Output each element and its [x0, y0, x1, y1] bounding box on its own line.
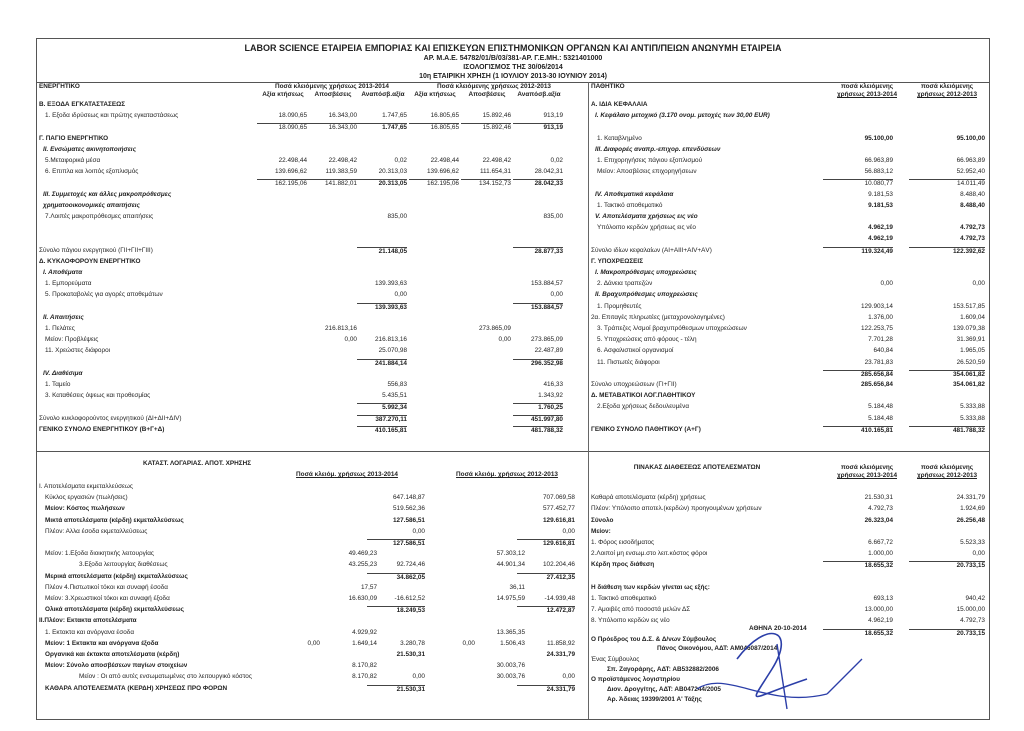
- pl-row-value: 43.255,23: [348, 561, 377, 569]
- distribution-value-2014: 4.792,73: [868, 505, 893, 513]
- asset-row-value: 18.090,65: [278, 112, 307, 120]
- dist-year-2013-b: χρήσεως 2012-2013: [917, 472, 977, 479]
- liability-value-2014: 5.184,48: [868, 403, 893, 411]
- asset-row-label: χρηματοοικονομικές απαιτήσεις: [43, 201, 140, 209]
- distribution-value-2013: 20.733,15: [909, 629, 985, 638]
- distribution-row-label: 2.Λοιποί μη ενσωμ.στο λειτ.κόστος φόροι: [591, 550, 708, 558]
- liability-value-2013: 4.792,73: [960, 235, 985, 243]
- asset-row-value: 15.892,46: [461, 123, 511, 132]
- dist-year-2014-a: ποσά κλειόμενης: [840, 464, 894, 471]
- liability-value-2014: 9.181,53: [868, 190, 893, 198]
- liability-value-2014: 95.100,00: [864, 134, 893, 142]
- liability-value-2013: 31.369,91: [956, 336, 985, 344]
- asset-row-value: 153.884,57: [531, 280, 563, 288]
- pl-row-label: Μείον: 1.Εξοδα διοικητικής λειτουργίας: [45, 550, 154, 558]
- liability-value-2013: 1.965,05: [960, 347, 985, 355]
- liability-row-label: Ι. Κεφάλαιο μετοχικό (3.170 ονομ. μετοχές των 30,00 EUR): [595, 112, 770, 120]
- member-title: Ένας Σύμβουλος: [591, 656, 640, 663]
- liability-value-2013: 354.061,82: [909, 370, 985, 379]
- liability-row-label: 2α. Επιταγές πληρωτέες (μεταχρονολογημένες): [591, 313, 725, 321]
- pl-row-value: 30.003,76: [496, 673, 525, 681]
- liability-value-2014: 0,00: [880, 280, 893, 288]
- asset-row-value: 216.813,16: [325, 325, 357, 332]
- distribution-value-2013: 0,00: [972, 550, 985, 558]
- liability-value-2014: 4.962,19: [868, 224, 893, 232]
- asset-row-value: 28.042,33: [513, 179, 563, 188]
- asset-row-value: 141.882,01: [307, 179, 357, 188]
- asset-row-value: 481.788,32: [513, 426, 563, 435]
- liability-row-label: 1. Καταβλημένο: [597, 134, 642, 142]
- liability-row-label: V. Αποτελέσματα χρήσεως εις νέο: [595, 213, 698, 220]
- asset-row-value: 20.313,03: [378, 168, 407, 176]
- asset-row-value: 0,00: [344, 336, 357, 344]
- liability-value-2014: 23.781,83: [864, 358, 893, 366]
- pl-row-value: 24.331,79: [546, 651, 575, 658]
- asset-row-value: 139.696,62: [427, 168, 459, 176]
- asset-row-value: 416,33: [543, 381, 563, 388]
- asset-row-value: 139.696,62: [275, 168, 307, 176]
- assets-col-header: Αναπόσβ.αξία: [361, 91, 405, 98]
- pl-row-value: 30.003,76: [496, 662, 525, 670]
- pl-row-value: 17,57: [361, 583, 377, 591]
- liability-row-label: 2.Εξοδα χρήσεως δεδουλευμένα: [597, 403, 690, 411]
- liability-value-2013: 153.517,85: [953, 302, 985, 310]
- asset-row-label: IV. Διαθέσιμα: [43, 369, 83, 377]
- chair-title: Ο Πρόεδρος του Δ.Σ. & Δ/νων Σύμβουλος: [591, 636, 717, 643]
- liab-year-2014-a: ποσά κλειόμενης: [840, 83, 894, 90]
- pl-row-value: 647.148,87: [393, 494, 425, 502]
- liability-value-2014: 640,84: [873, 347, 893, 355]
- registry-numbers: ΑΡ. Μ.Α.Ε. 54782/01/Β/03/381-ΑΡ. Γ.Ε.ΜΗ.: 5321401000: [423, 55, 603, 62]
- asset-row-label: Μείον: Προβλέψεις: [45, 336, 99, 344]
- asset-row-value: 273.865,09: [531, 336, 563, 344]
- liability-value-2013: 66.963,89: [956, 157, 985, 164]
- pl-row-value: 519.562,36: [393, 505, 425, 513]
- distribution-value-2014: 693,13: [873, 595, 893, 602]
- asset-row-value: 556,83: [387, 381, 407, 388]
- pl-row-label: 3.Εξοδα λειτουργίας διαθέσεως: [79, 561, 168, 569]
- liability-value-2013: 1.609,04: [960, 313, 985, 321]
- distribution-row-label: Καθαρά αποτελέσματα (κέρδη) χρήσεως: [591, 494, 706, 502]
- distribution-value-2014: 18.655,32: [823, 629, 893, 638]
- liability-row-label: 1. Προμηθευτές: [597, 302, 642, 310]
- asset-row-value: 0,02: [550, 157, 563, 164]
- pl-row-value: 707.069,58: [543, 494, 575, 502]
- asset-row-label: ΙΙ. Απαιτήσεις: [43, 313, 84, 321]
- liability-value-2013: 139.079,38: [953, 325, 985, 332]
- pl-row-label: ΚΑΘΑΡΑ ΑΠΟΤΕΛΕΣΜΑΤΑ (ΚΕΡΔΗ) ΧΡΗΣΕΩΣ ΠΡΟ ΦΟΡΩΝ: [45, 684, 228, 692]
- asset-row-label: 1. Εξοδα ιδρύσεως και πρώτης εγκαταστάσεως: [45, 112, 179, 120]
- pl-row-value: 0,00: [562, 527, 575, 535]
- distribution-value-2013: 24.331,79: [956, 494, 985, 502]
- asset-row-value: 296.352,98: [513, 359, 563, 368]
- assets-col-header: Αξία κτήσεως: [414, 91, 456, 98]
- liability-value-2014: 5.184,48: [868, 414, 893, 422]
- pl-row-label: 1. Εκτακτα και ανόργανα έσοδα: [45, 628, 135, 636]
- asset-row-label: Δ. ΚΥΚΛΟΦΟΡΟΥΝ ΕΝΕΡΓΗΤΙΚΟ: [39, 257, 141, 265]
- liability-value-2014: 4.962,19: [868, 235, 893, 243]
- pl-row-value: 34.862,05: [367, 573, 425, 582]
- pl-row-label: Μικτά αποτελέσματα (κέρδη) εκμεταλλεύσεως: [45, 516, 184, 524]
- distribution-row-label: Σύνολο: [591, 516, 614, 524]
- divider: [37, 451, 989, 452]
- pl-row-value: 49.469,23: [348, 550, 377, 558]
- pl-row-label: Πλέον: Αλλα έσοδα εκμεταλλεύσεως: [45, 527, 148, 535]
- pl-row-value: 57.303,12: [496, 550, 525, 558]
- liabilities-title: ΠΑΘΗΤΙΚΟ: [591, 83, 625, 90]
- distribution-row-label: 8. Υπόλοιπο κερδών εις νέο: [591, 617, 670, 625]
- distribution-title: ΠΙΝΑΚΑΣ ΔΙΑΘΕΣΕΩΣ ΑΠΟΤΕΛΕΣΜΑΤΩΝ: [633, 464, 761, 471]
- asset-row-value: 162.195,06: [257, 179, 307, 188]
- liability-value-2013: 26.520,59: [956, 358, 985, 366]
- liability-row-label: 11. Πιστωτές διάφοροι: [597, 358, 660, 366]
- signature-scribbles: [677, 599, 877, 719]
- asset-row-label: 11. Χρεώστες διάφοροι: [45, 347, 111, 355]
- pl-row-value: 21.530,31: [396, 651, 425, 658]
- liability-value-2013: 354.061,82: [953, 381, 985, 388]
- liability-value-2014: 285.656,84: [861, 381, 893, 388]
- distribution-value-2013: 4.792,73: [960, 617, 985, 625]
- liability-row-label: Γ. ΥΠΟΧΡΕΩΣΕΙΣ: [591, 257, 644, 265]
- pl-row-value: 4.929,92: [352, 628, 377, 636]
- asset-row-value: 451.997,80: [513, 415, 563, 424]
- distribution-row-label: 7. Αμοιβές από ποσοστά μελών ΔΣ: [591, 606, 691, 614]
- pl-row-label: Μείον : Οι από αυτές ενσωματωμένες στο λειτουργικό κόστος: [79, 673, 252, 681]
- asset-row-value: 5.435,51: [382, 392, 407, 400]
- pl-row-value: 0,00: [562, 673, 575, 681]
- liability-value-2014: 56.883,12: [864, 168, 893, 176]
- assets-title: ΕΝΕΡΓΗΤΙΚΟ: [39, 83, 80, 90]
- pl-row-value: 8.170,82: [352, 673, 377, 681]
- assets-col-header: Αποσβέσεις: [468, 91, 506, 98]
- dist-year-2014-b: χρήσεως 2013-2014: [837, 472, 897, 479]
- pl-row-label: Πλέον 4.Πιστωτικοί τόκοι και συναφή έσοδα: [45, 583, 168, 591]
- asset-row-label: Ι. Αποθέματα: [43, 269, 83, 276]
- asset-row-value: 1.760,25: [513, 403, 563, 412]
- pl-row-value: -16.612,52: [394, 595, 425, 602]
- asset-row-label: 1. Ταμείο: [45, 381, 71, 388]
- asset-row-value: 16.343,00: [307, 123, 357, 132]
- liability-row-label: 3. Τράπεζες λ/σμοί βραχυπρόθεσμων υποχρεώσεων: [597, 325, 747, 332]
- liability-value-2013: 52.952,40: [956, 168, 985, 176]
- liability-value-2014: 119.324,49: [823, 247, 893, 256]
- pl-row-label: Μερικά αποτελέσματα (κέρδη) εκμεταλλεύσεως: [45, 572, 188, 580]
- city-date: ΑΘΗΝΑ 20-10-2014: [749, 625, 807, 632]
- distribution-value-2013: 940,42: [965, 595, 985, 602]
- asset-row-value: 21.148,05: [357, 247, 407, 256]
- pl-row-label: Μείον: Κόστος πωλήσεων: [45, 505, 125, 513]
- document-title: ΙΣΟΛΟΓΙΣΜΟΣ ΤΗΣ 30/06/2014: [463, 64, 563, 71]
- asset-row-value: 1.343,92: [538, 392, 563, 400]
- asset-row-value: 111.654,31: [479, 168, 511, 176]
- pl-row-value: 0,00: [412, 527, 425, 535]
- liability-value-2014: 285.656,84: [823, 370, 893, 379]
- company-name: LABOR SCIENCE ΕΤΑΙΡΕΙΑ ΕΜΠΟΡΙΑΣ ΚΑΙ ΕΠΙΣΚΕΥΩΝ ΕΠΙΣΤΗΜΟΝΙΚΩΝ ΟΡΓΑΝΩΝ ΚΑΙ ΑΝΤΙΠ/ΠΕΙΩΝ ΑΝΩΝΥΜΗ ΕΤΑΙΡΕΙΑ: [244, 43, 782, 53]
- pl-row-label: Ολικά αποτελέσματα (κέρδη) εκμεταλλεύσεως: [45, 606, 184, 614]
- pl-row-value: 11.858,92: [547, 639, 575, 647]
- asset-row-label: 6. Επιπλα και λοιπός εξοπλισμός: [45, 168, 139, 176]
- pl-row-value: 127.586,51: [393, 516, 425, 524]
- liab-year-2013-a: ποσά κλειόμενης: [920, 83, 974, 90]
- asset-row-value: 0,02: [394, 157, 407, 164]
- asset-row-value: 16.343,00: [328, 112, 357, 120]
- pl-row-value: 21.530,31: [367, 685, 425, 694]
- distribution-row-label: 1. Φόρος εισοδήματος: [591, 539, 655, 546]
- liability-value-2014: 10.080,77: [823, 179, 893, 188]
- asset-row-value: 15.892,46: [482, 112, 511, 120]
- asset-row-value: 22.498,44: [278, 157, 307, 164]
- asset-row-value: 139.393,63: [375, 280, 407, 288]
- asset-row-value: 0,00: [550, 291, 563, 299]
- distribution-value-2014: 1.000,00: [868, 550, 893, 558]
- chair-name: Πάνος Οικονόμου, ΑΔΤ: ΑΜ046087/2014: [657, 645, 778, 652]
- asset-row-label: 7.Λοιπές μακροπρόθεσμες απαιτήσεις: [45, 213, 154, 220]
- asset-row-value: 241.884,14: [357, 359, 407, 368]
- liability-row-label: 1. Επιχορηγήσεις πάγιου εξοπλισμού: [597, 157, 703, 164]
- liability-row-label: ΙΙ. Βραχυπρόθεσμες υποχρεώσεις: [595, 291, 698, 299]
- pl-row-value: 16.630,09: [348, 595, 377, 602]
- pl-row-label: ΙΙ.Πλέον: Εκτακτα αποτελέσματα: [39, 617, 137, 625]
- accountant-name: Διον. Δρογγίτης, ΑΔΤ: ΑΒ047244/2005: [607, 686, 721, 693]
- pl-row-label: Μείον: 1 Εκτακτα και ανόργανα έξοδα: [45, 639, 159, 647]
- liability-row-label: Δ. ΜΕΤΑΒΑΤΙΚΟΙ ΛΟΓ.ΠΑΘΗΤΙΚΟΥ: [591, 392, 696, 400]
- distribution-value-2013: 1.924,69: [960, 505, 985, 513]
- asset-row-value: 28.877,33: [513, 247, 563, 256]
- asset-row-value: 22.498,44: [430, 157, 459, 164]
- liability-value-2014: 129.903,14: [861, 302, 893, 310]
- distribution-row-label: 1. Τακτικό αποθεματικό: [591, 595, 657, 602]
- liability-row-label: Σύνολο ιδίων κεφαλαίων (ΑΙ+ΑΙΙΙ+ΑΙV+ΑV): [591, 246, 712, 254]
- asset-row-value: 20.313,05: [357, 179, 407, 188]
- pl-row-value: -14.939,48: [544, 595, 575, 602]
- asset-row-value: 835,00: [387, 213, 407, 220]
- asset-row-value: 22.487,89: [534, 347, 563, 355]
- assets-col-header: Αναπόσβ.αξία: [517, 91, 561, 98]
- distribution-value-2014: 18.655,32: [823, 561, 893, 570]
- liability-value-2013: 5.333,88: [960, 414, 985, 422]
- liability-value-2014: 410.165,81: [823, 426, 893, 435]
- distribution-row-label: Πλέον: Υπόλοιπο αποτελ.(κερδών) προηγουμένων χρήσεων: [591, 505, 762, 513]
- pl-row-value: 3.280,78: [400, 639, 425, 647]
- asset-row-value: 410.165,81: [357, 426, 407, 435]
- column-divider: [588, 451, 589, 719]
- liab-year-2014-b: χρήσεως 2013-2014: [837, 91, 897, 98]
- asset-row-value: 139.393,63: [357, 303, 407, 312]
- member-name: Σπ. Ζαγοράρης, ΑΔΤ: ΑΒ532882/2006: [607, 666, 719, 673]
- liability-row-label: Ι. Μακροπρόθεσμες υποχρεώσεις: [595, 269, 697, 276]
- asset-row-label: 5.Μεταφορικά μέσα: [45, 157, 101, 164]
- asset-row-value: 835,00: [543, 213, 563, 220]
- pl-row-value: 8.170,82: [352, 662, 377, 670]
- liability-row-label: Α. ΙΔΙΑ ΚΕΦΑΛΑΙΑ: [591, 101, 648, 108]
- asset-row-value: 1.747,65: [357, 123, 407, 132]
- pl-row-value: 127.586,51: [367, 539, 425, 548]
- asset-row-value: 18.090,65: [257, 123, 307, 132]
- asset-row-label: 1. Πελάτες: [45, 325, 75, 332]
- asset-row-value: 162.195,06: [409, 179, 459, 188]
- accountant-title: Ο προϊστάμενος λογιστηρίου: [591, 676, 680, 683]
- liability-value-2013: 8.488,40: [960, 201, 985, 209]
- pl-row-value: 27.412,35: [517, 573, 575, 582]
- asset-row-value: 216.813,16: [375, 336, 407, 344]
- accountant-license: Αρ. Άδειας 19399/2001 Α' Τάξης: [607, 696, 702, 703]
- asset-row-label: Γ. ΠΑΓΙΟ ΕΝΕΡΓΗΤΙΚΟ: [39, 134, 109, 142]
- pl-row-value: 1.649,14: [352, 639, 377, 647]
- pl-row-value: 1.506,43: [500, 639, 525, 647]
- liability-value-2014: 1.376,00: [868, 313, 893, 321]
- liability-row-label: Μείον: Αποσβέσεις επιχορηγήσεων: [597, 168, 697, 176]
- distribution-value-2013: 15.000,00: [956, 606, 985, 614]
- pl-row-value: 14.975,59: [496, 595, 525, 602]
- asset-row-label: ΙΙ. Ενσώματες ακινητοποιήσεις: [43, 145, 136, 153]
- assets-col-header: Αξία κτήσεως: [262, 91, 304, 98]
- pl-row-value: 129.616,81: [543, 516, 575, 524]
- asset-row-value: 0,00: [394, 291, 407, 299]
- liability-value-2014: 122.253,75: [861, 325, 893, 332]
- asset-row-label: Σύνολο πάγιου ενεργητικού (ΓΙΙ+ΓΙΙ+ΓΙΙΙ): [39, 246, 153, 254]
- pl-row-value: 36,11: [509, 583, 525, 591]
- asset-row-value: 16.805,65: [409, 123, 459, 132]
- liability-value-2013: 8.488,40: [960, 190, 985, 198]
- liability-row-label: 5. Υποχρεώσεις από φόρους - τέλη: [597, 336, 697, 344]
- pl-row-value: 13.365,35: [496, 628, 525, 636]
- pl-row-label: Οργανικά και έκτακτα αποτελέσματα (κέρδη): [45, 651, 180, 658]
- asset-row-value: 25.070,98: [378, 347, 407, 355]
- liability-value-2013: 481.788,32: [909, 426, 985, 435]
- asset-row-value: 913,19: [543, 112, 563, 120]
- liability-value-2013: 0,00: [972, 280, 985, 288]
- assets-col-header: Αποσβέσεις: [314, 91, 352, 98]
- distribution-value-2014: 13.000,00: [864, 606, 893, 614]
- assets-year-2014: Ποσά κλειόμενης χρήσεως 2013-2014: [275, 83, 389, 90]
- distribution-value-2013: 20.733,15: [909, 561, 985, 570]
- asset-row-label: 1. Εμπορεύματα: [45, 280, 92, 288]
- pl-row-value: 0,00: [462, 639, 475, 647]
- asset-row-value: 16.805,65: [430, 112, 459, 120]
- distribution-row-label: Η διάθεση των κερδών γίνεται ως εξής:: [591, 583, 710, 591]
- liability-row-label: 2. Δάνεια τραπεζών: [597, 280, 653, 288]
- pl-row-value: 12.472,87: [517, 606, 575, 615]
- asset-row-value: 28.042,31: [534, 168, 563, 176]
- distribution-row-label: Μείον:: [591, 527, 611, 535]
- balance-sheet: [36, 38, 990, 720]
- asset-row-value: 22.498,42: [482, 157, 511, 164]
- pl-row-value: 92.724,46: [396, 561, 425, 569]
- liability-value-2013: 122.392,62: [909, 247, 985, 256]
- pl-row-value: 18.249,53: [367, 606, 425, 615]
- distribution-value-2014: 6.667,72: [868, 539, 893, 546]
- distribution-value-2014: 21.530,31: [864, 494, 893, 502]
- column-divider: [588, 82, 589, 451]
- asset-row-label: 5. Προκαταβολές για αγορές αποθεμάτων: [45, 291, 163, 299]
- liability-value-2014: 66.963,89: [864, 157, 893, 164]
- pl-row-value: 0,00: [412, 673, 425, 681]
- asset-row-label: 3. Καταθέσεις όψεως και προθεσμίας: [45, 392, 151, 400]
- distribution-row-label: Κέρδη προς διάθεση: [591, 561, 655, 569]
- pl-row-value: 24.331,79: [517, 685, 575, 694]
- liab-year-2013-b: χρήσεως 2012-2013: [917, 91, 977, 98]
- liability-row-label: ΙΙΙ. Διαφορές αναπρ.-επιχορ. επενδύσεων: [595, 145, 721, 153]
- liability-value-2013: 5.333,88: [960, 403, 985, 411]
- liability-row-label: ΓΕΝΙΚΟ ΣΥΝΟΛΟ ΠΑΘΗΤΙΚΟΥ (Α+Γ): [591, 425, 701, 433]
- liability-row-label: 6. Ασφαλιστικοί οργανισμοί: [597, 347, 674, 355]
- pl-row-value: 0,00: [307, 639, 320, 647]
- asset-row-value: 5.992,34: [357, 403, 407, 412]
- pl-row-value: 102.204,46: [543, 561, 575, 569]
- pl-year-2013: Ποσά κλειόμ. χρήσεως 2012-2013: [456, 471, 558, 478]
- pl-row-label: Μείον: Σύνολο αποσβέσεων παγίων στοιχείων: [45, 662, 188, 670]
- dist-year-2013-a: ποσά κλειόμενης: [920, 464, 974, 471]
- asset-row-value: 1.747,65: [382, 112, 407, 120]
- asset-row-value: 0,00: [498, 336, 511, 344]
- liability-value-2014: 9.181,53: [868, 201, 893, 209]
- pl-year-2014: Ποσά κλειόμ. χρήσεως 2013-2014: [296, 471, 398, 478]
- asset-row-value: 134.152,73: [461, 179, 511, 188]
- asset-row-value: 273.865,09: [479, 325, 511, 332]
- liability-value-2013: 4.792,73: [960, 224, 985, 232]
- pl-row-label: Κύκλος εργασιών (πωλήσεις): [45, 494, 128, 502]
- asset-row-value: 153.884,57: [513, 303, 563, 312]
- liability-row-label: Σύνολο υποχρεώσεων (ΓΙ+ΓΙΙ): [591, 381, 677, 388]
- assets-year-2013: Ποσά κλειόμενης χρήσεως 2012-2013: [437, 83, 551, 90]
- liability-row-label: 1. Τακτικό αποθεματικό: [597, 201, 663, 209]
- liability-row-label: IV. Αποθεματικά κεφάλαια: [595, 190, 674, 198]
- pl-row-value: 44.901,34: [496, 561, 525, 569]
- distribution-value-2013: 26.256,48: [956, 516, 985, 524]
- asset-row-label: Β. ΕΞΟΔΑ ΕΓΚΑΤΑΣΤΑΣΕΩΣ: [39, 101, 126, 108]
- distribution-value-2014: 4.962,19: [868, 617, 893, 625]
- asset-row-label: ΓΕΝΙΚΟ ΣΥΝΟΛΟ ΕΝΕΡΓΗΤΙΚΟΥ (Β+Γ+Δ): [39, 425, 165, 433]
- income-statement-title: ΚΑΤΑΣΤ. ΛΟΓΑΡΙΑΣ. ΑΠΟΤ. ΧΡΗΣΗΣ: [142, 460, 252, 467]
- asset-row-value: 22.498,42: [328, 157, 357, 164]
- pl-row-value: 577.452,77: [543, 505, 575, 513]
- asset-row-label: ΙΙΙ. Συμμετοχές και άλλες μακροπρόθεσμες: [43, 190, 172, 198]
- liability-value-2013: 95.100,00: [956, 134, 985, 142]
- liability-value-2013: 14.011,49: [909, 179, 985, 188]
- asset-row-value: 913,19: [513, 123, 563, 132]
- liability-value-2014: 7.701,28: [868, 336, 893, 344]
- distribution-value-2013: 5.523,33: [960, 539, 985, 546]
- fiscal-period: 10η ΕΤΑΙΡΙΚΗ ΧΡΗΣΗ (1 ΙΟΥΛΙΟΥ 2013-30 ΙΟΥΝΙΟΥ 2014): [419, 73, 607, 80]
- asset-row-label: Σύνολο κυκλοφορούντος ενεργητικού (ΔΙ+ΔΙΙ+ΔΙV): [39, 414, 182, 422]
- pl-row-label: Ι. Αποτελέσματα εκμεταλλεύσεως: [39, 483, 133, 490]
- asset-row-value: 387.270,11: [357, 415, 407, 424]
- liability-row-label: Υπόλοιπο κερδών χρήσεως εις νέο: [597, 224, 696, 232]
- pl-row-label: Μείον: 3.Χρεωστικοί τόκοι και συναφή έξοδα: [45, 595, 170, 602]
- asset-row-value: 119.383,59: [325, 168, 357, 176]
- pl-row-value: 129.616,81: [517, 539, 575, 548]
- distribution-value-2014: 26.323,04: [864, 516, 893, 524]
